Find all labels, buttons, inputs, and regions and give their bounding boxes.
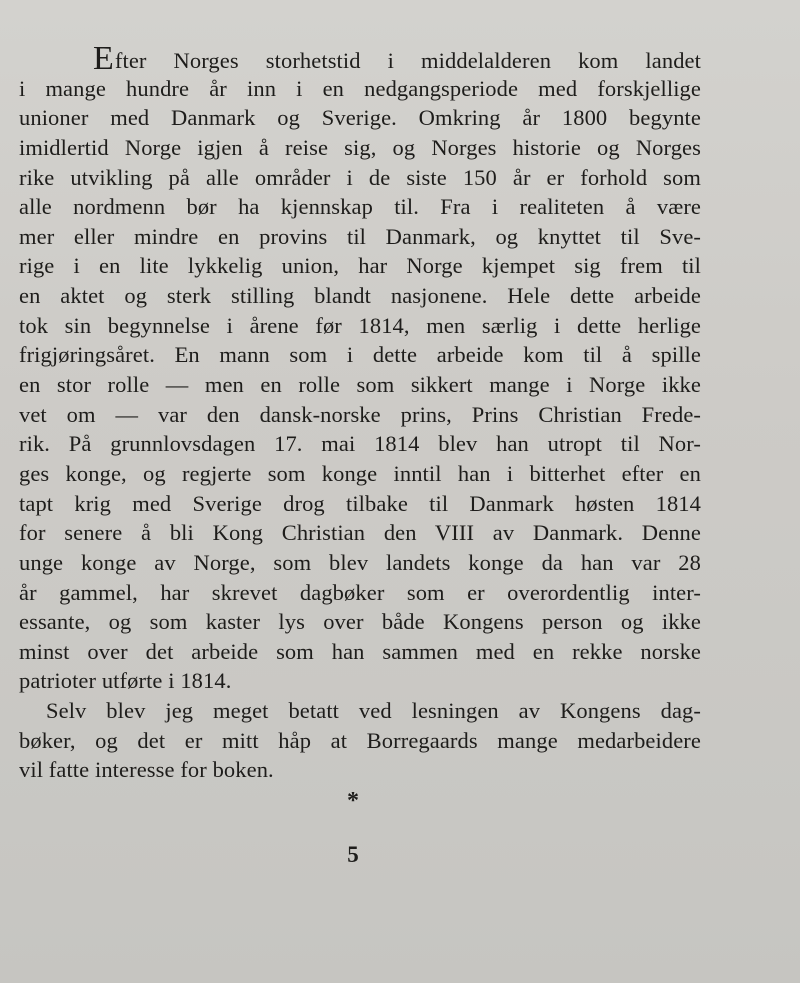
paragraph-1-line: essante, og som kaster lys over både Kongens person og ikke [19,609,701,635]
paragraph-1-line: tok sin begynnelse i årene før 1814, men særlig i dette herlige [19,312,701,338]
paragraph-1-line: imidlertid Norge igjen å reise sig, og Norges historie og Norges [19,134,701,160]
body-text [19,40,701,785]
paragraph-1-line: ges konge, og regjerte som konge inntil han i bitterhet efter en [19,460,701,486]
paragraph-1-line: alle nordmenn bør ha kjennskap til. Fra i realiteten å være [19,194,701,220]
paragraph-1-line: rike utvikling på alle områder i de siste 150 år er forhold som [19,164,701,190]
paragraph-1-line: minst over det arbeide som han sammen med en rekke norske [19,638,701,664]
line-text: fter Norges storhetstid i middelalderen kom landet [114,48,701,73]
paragraph-1-line: rige i en lite lykkelig union, har Norge kjempet sig frem til [19,253,701,279]
paragraph-1-line: unge konge av Norge, som blev landets konge da han var 28 [19,549,701,575]
paragraph-1-line: unioner med Danmark og Sverige. Omkring år 1800 begynte [19,105,701,131]
paragraph-1-line: år gammel, har skrevet dagbøker som er overordentlig inter- [19,579,701,605]
paragraph-2-line: vil fatte interesse for boken. [19,757,274,783]
page-number: 5 [347,842,359,867]
paragraph-1-line: i mange hundre år inn i en nedgangsperiode med forskjellige [19,75,701,101]
paragraph-1-line: frigjøringsåret. En mann som i dette arbeide kom til å spille [19,342,701,368]
paragraph-1-line: for senere å bli Kong Christian den VIII av Danmark. Denne [19,520,701,546]
paragraph-2-line: bøker, og det er mitt håp at Borregaards mange medarbeidere [19,727,701,753]
paragraph-1-line-1 [19,40,701,77]
paragraph-1-line: tapt krig med Sverige drog tilbake til Danmark høsten 1814 [19,490,701,516]
paragraph-2-line: Selv blev jeg meget betatt ved lesningen av Kongens dag- [46,698,701,724]
paragraph-1-line: en aktet og sterk stilling blandt nasjonene. Hele dette arbeide [19,283,701,309]
paragraph-1-line: vet om — var den dansk-norske prins, Prins Christian Frede- [19,401,701,427]
paragraph-1-line: patrioter utførte i 1814. [19,668,232,694]
section-separator: * [347,788,359,814]
paragraph-1-line: rik. På grunnlovsdagen 17. mai 1814 blev han utropt til Nor- [19,431,701,457]
paragraph-1-line: mer eller mindre en provins til Danmark, og knyttet til Sve- [19,223,701,249]
paragraph-1-line: en stor rolle — men en rolle som sikkert mange i Norge ikke [19,372,701,398]
drop-cap: E [93,40,114,77]
